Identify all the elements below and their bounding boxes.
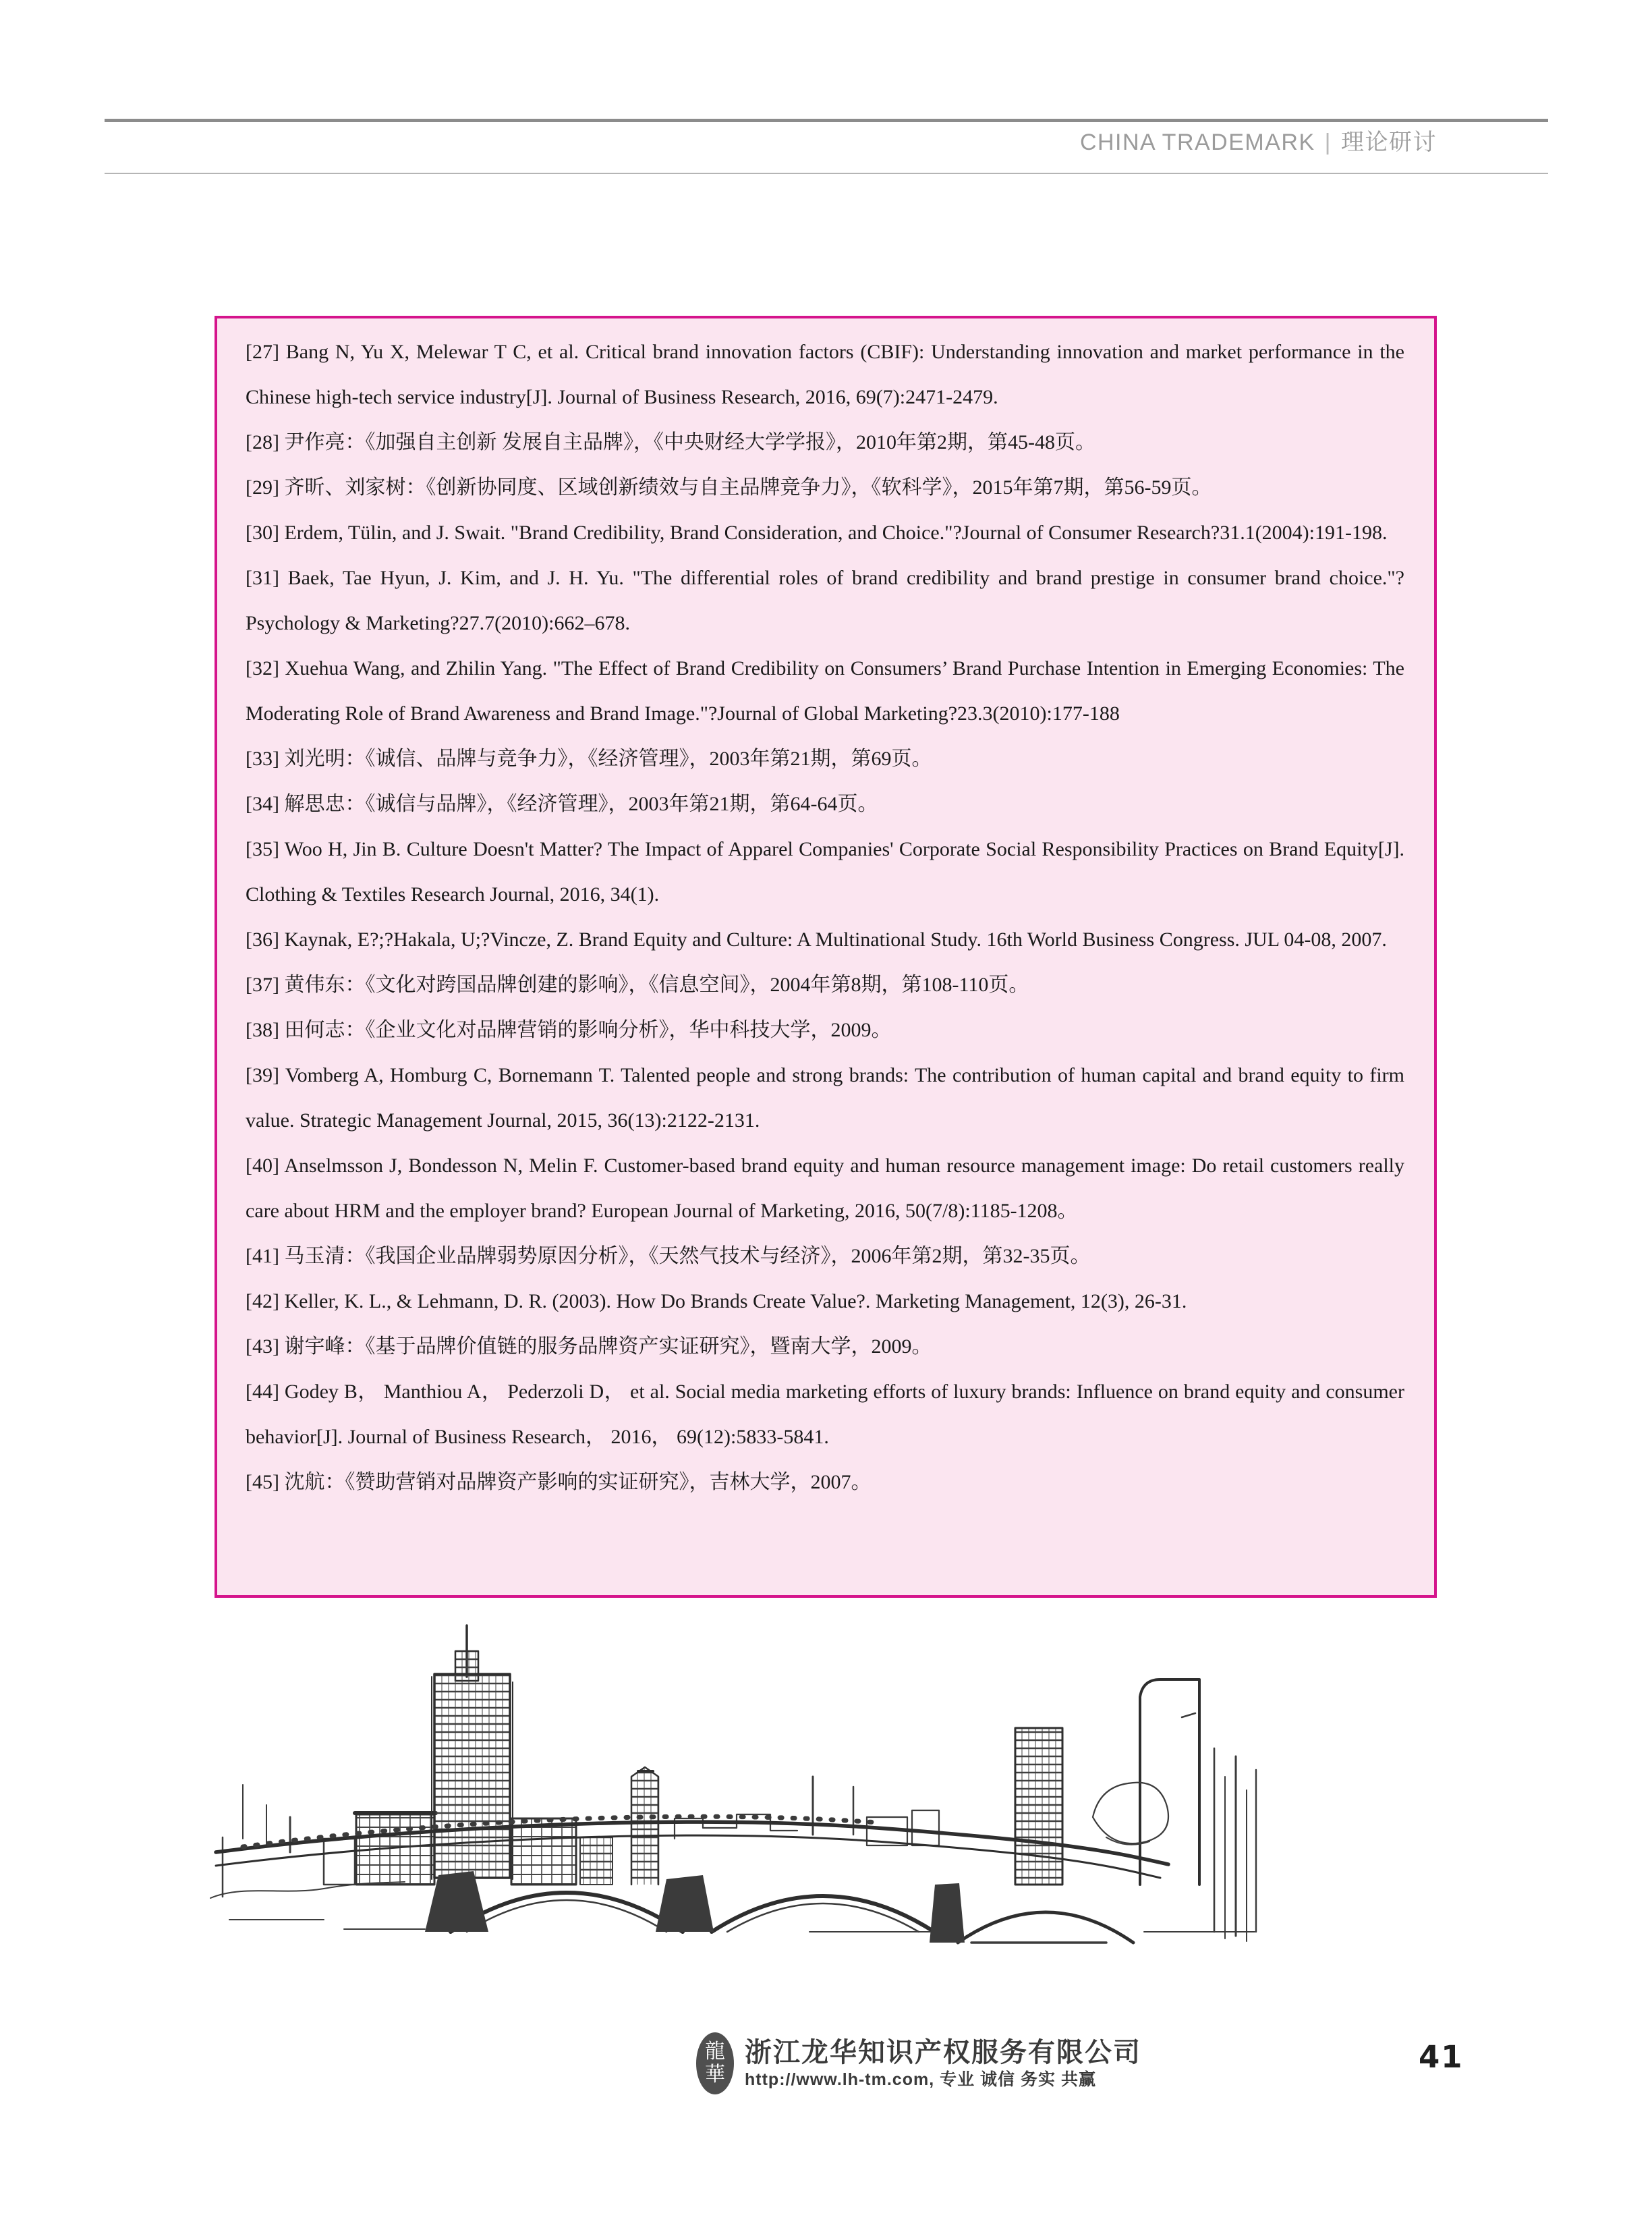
reference-item: [41] 马玉清：《我国企业品牌弱势原因分析》，《天然气技术与经济》，2006年第2期，第32-35页。 [246,1245,1091,1267]
reference-item: [45] 沈航：《赞助营销对品牌资产影响的实证研究》，吉林大学，2007。 [246,1471,872,1493]
reference-item: [35] Woo H, Jin B. Culture Doesn't Matter? The Impact of Apparel Companies' Corporate Social Responsibility Practices on Brand Equity[J]. Clothing & Textiles Research Journal, 2016, 34(1). [246,838,1404,906]
reference-item: [28] 尹作亮：《加强自主创新 发展自主品牌》，《中央财经大学学报》，2010年第2期，第45-48页。 [246,431,1095,453]
footer [696,2032,1141,2094]
header-rule-bottom [105,173,1548,174]
header-section: 理论研讨 [1341,130,1437,155]
reference-item: [34] 解思忠：《诚信与品牌》，《经济管理》，2003年第21期，第64-64页。 [246,793,878,815]
reference-item: [38] 田何志：《企业文化对品牌营销的影响分析》，华中科技大学，2009。 [246,1019,892,1041]
reference-item: [31] Baek, Tae Hyun, J. Kim, and J. H. Yu. "The differential roles of brand credibility and brand prestige in consumer brand choice."?Psychology & Marketing?27.7(2010):662–678. [246,567,1404,634]
reference-item: [42] Keller, K. L., & Lehmann, D. R. (2003). How Do Brands Create Value?. Marketing Management, 12(3), 26-31. [246,1290,1187,1312]
company-tagline: http://www.lh-tm.com, 专业 诚信 务实 共赢 [745,2069,1096,2089]
reference-item: [43] 谢宇峰：《基于品牌价值链的服务品牌资产实证研究》，暨南大学，2009。 [246,1335,932,1358]
reference-item: [27] Bang N, Yu X, Melewar T C, et al. Critical brand innovation factors (CBIF): Understanding innovation and market performance in the Chinese high-tech service industry[J]. Journal of Business Research, 2016, 69(7):2471-2479. [246,341,1404,408]
reference-item: [32] Xuehua Wang, and Zhilin Yang. "The Effect of Brand Credibility on Consumers’ Brand Purchase Intention in Emerging Economies: The Moderating Role of Brand Awareness and Brand Image."?Journal of Global Marketing?23.3(2010):177-188 [246,657,1404,725]
reference-item: [40] Anselmsson J, Bondesson N, Melin F. Customer-based brand equity and human resource management image: Do retail customers really care about HRM and the employer brand? European Journal of Marketing, 2016, 50(7/8):1185-1208。 [246,1154,1404,1222]
header-brand: CHINA TRADEMARK [1079,130,1315,155]
seal-char-bottom: 華 [705,2063,725,2086]
seal-char-top: 龍 [705,2040,725,2063]
reference-item: [44] Godey B， Manthiou A， Pederzoli D， et al. Social media marketing efforts of luxury brands: Influence on brand equity and consumer behavior[J]. Journal of Business Research， 2016， 69(12):5833-5841. [246,1381,1404,1448]
city-skyline-sketch-illustration [202,1615,1268,1945]
footer-text [745,2039,1141,2088]
company-name: 浙江龙华知识产权服务有限公司 [745,2037,1141,2067]
header-separator: | [1324,130,1332,155]
reference-item: [37] 黄伟东：《文化对跨国品牌创建的影响》，《信息空间》，2004年第8期，第108-110页。 [246,974,1029,996]
header-rule-top [105,119,1548,122]
reference-item: [29] 齐昕、刘家树：《创新协同度、区域创新绩效与自主品牌竞争力》，《软科学》，2015年第7期，第56-59页。 [246,476,1212,499]
reference-item: [33] 刘光明：《诚信、品牌与竞争力》，《经济管理》，2003年第21期，第69页。 [246,748,932,770]
page-number: 41 [1419,2039,1464,2075]
page-header [1080,131,1437,154]
references-box [215,316,1437,1598]
reference-item: [30] Erdem, Tülin, and J. Swait. "Brand Credibility, Brand Consideration, and Choice."?Journal of Consumer Research?31.1(2004):191-198. [246,522,1388,544]
longhua-seal-logo [696,2032,734,2094]
reference-item: [39] Vomberg A, Homburg C, Bornemann T. Talented people and strong brands: The contribution of human capital and brand equity to firm value. Strategic Management Journal, 2015, 36(13):2122-2131. [246,1064,1404,1132]
reference-item: [36] Kaynak, E?;?Hakala, U;?Vincze, Z. Brand Equity and Culture: A Multinational Study. 16th World Business Congress. JUL 04-08, 2007. [246,928,1387,951]
